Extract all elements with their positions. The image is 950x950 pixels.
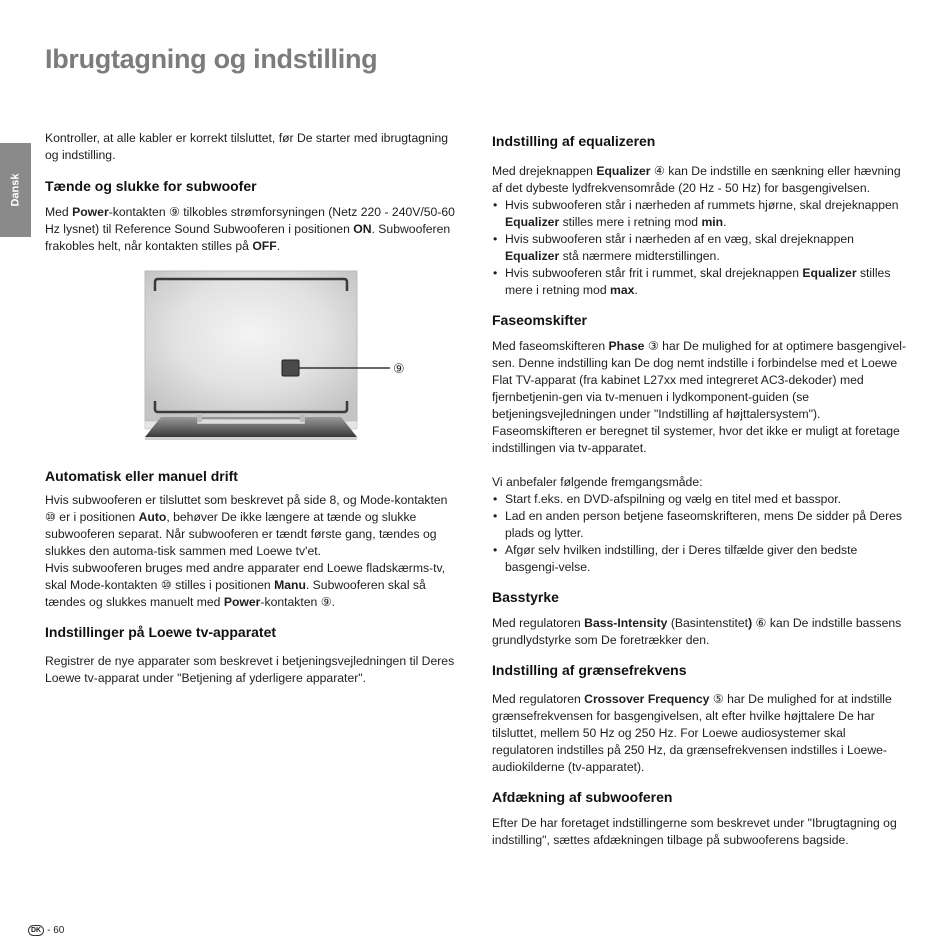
page-title: Ibrugtagning og indstilling: [45, 44, 378, 74]
power-switch-callout-label: ⑨: [393, 361, 405, 376]
list-item: • Hvis subwooferen står frit i rummet, skal drejeknappen Equalizer stilles mere i retning mod max.: [492, 265, 910, 299]
phase-paragraph: Med faseomskifteren Phase ③ har De mulighed for at optimere basgengivel-sen. Denne indstilling kan De dog nemt indstille i forbindelse med et Loewe Flat TV-apparat (fra kabinet L27xx med integreret AC3-dekoder) med fjernbetjenin-gen via tv-menuen i lydkomponent-guiden (se betjeningsvejledningen under "Indstilling af højttalersystem"). Faseomskifteren er beregnet til systemer, hvor det ikke er muligt at foretage indstillingen via tv-apparatet.: [492, 339, 907, 455]
list-item: • Hvis subwooferen står i nærheden af rummets hjørne, skal drejeknappen Equalizer stilles mere i retning mod min.: [492, 197, 910, 231]
left-column: [45, 130, 460, 687]
list-item: • Hvis subwooferen står i nærheden af en væg, skal drejeknappen Equalizer stå nærmere midterstillingen.: [492, 231, 910, 265]
list-item: • Lad en anden person betjene faseomskrifteren, mens De sidder på Deres plads og lytter.: [492, 508, 910, 542]
list-item: • Start f.eks. en DVD-afspilning og vælg en titel med et basspor.: [492, 491, 910, 508]
right-column: [492, 130, 910, 849]
language-tab: [0, 143, 31, 237]
auto-manual-paragraph-2: Hvis subwooferen bruges med andre apparater end Loewe fladskærms-tv, skal Mode-kontakten ⑩ stilles i positionen Manu. Subwooferen skal så tændes og slukkes manuelt med Power-kontakten ⑨.: [45, 561, 446, 609]
heading-cover: Afdækning af subwooferen: [492, 789, 673, 805]
heading-power: Tænde og slukke for subwoofer: [45, 178, 257, 194]
heading-equalizer: Indstilling af equalizeren: [492, 133, 656, 149]
phase-list: [492, 491, 910, 576]
heading-bass: Basstyrke: [492, 589, 559, 605]
subwoofer-figure: [45, 269, 460, 455]
equalizer-list: [492, 197, 910, 299]
page-number: - 60: [47, 925, 65, 936]
heading-auto-manual: Automatisk eller manuel drift: [45, 468, 238, 484]
heading-phase: Faseomskifter: [492, 312, 587, 328]
heading-tv-settings: Indstillinger på Loewe tv-apparatet: [45, 624, 277, 640]
page-footer: [28, 925, 64, 936]
cover-paragraph: Efter De har foretaget indstillingerne som beskrevet under "Ibrugtagning og indstilling", sættes afdækningen tilbage på subwooferens bagside.: [492, 816, 897, 847]
auto-manual-paragraph-1: Hvis subwooferen er tilsluttet som beskrevet på side 8, og Mode-kontakten ⑩ er i positionen Auto, behøver De ikke længere at tænde og slukke subwooferen separat. Når subwooferen er tændt første gang, tændes og slukkes den automa-tisk sammen med Loewe tv'et.: [45, 493, 448, 558]
phase-recommendation: Vi anbefaler følgende fremgangsmåde:: [492, 475, 703, 489]
country-badge: DK: [28, 925, 44, 936]
tv-settings-paragraph: Registrer de nye apparater som beskrevet i betjeningsvejledningen til Deres Loewe tv-apparat under "Betjening af yderligere apparater".: [45, 654, 455, 685]
power-paragraph: Med Power-kontakten ⑨ tilkobles strømforsyningen (Netz 220 - 240V/50-60 Hz lysnet) til Reference Sound Subwooferen i positionen ON. Subwooferen frakobles helt, når kontakten stilles på OFF.: [45, 205, 455, 253]
equalizer-paragraph: Med drejeknappen Equalizer ④ kan De indstille en sænkning eller hævning af det dybeste lydfrekvensområde (20 Hz - 50 Hz) for basgengivelsen.: [492, 164, 901, 195]
intro-paragraph: Kontroller, at alle kabler er korrekt tilsluttet, før De starter med ibrugtagning og indstilling.: [45, 131, 449, 162]
heading-crossover: Indstilling af grænsefrekvens: [492, 662, 687, 678]
list-item: • Afgør selv hvilken indstilling, der i Deres tilfælde giver den bedste basgengi-velse.: [492, 542, 910, 576]
crossover-paragraph: Med regulatoren Crossover Frequency ⑤ har De mulighed for at indstille grænsefrekvensen for basgengivelsen, alt efter hvilke højttalere De har tilsluttet, mellem 50 Hz og 250 Hz. For Loewe audiosystemer skal regulatoren indstilles på 250 Hz, da grænsefrekvensen indstilles i Loewe-audiokilderne (tv-apparatet).: [492, 692, 892, 774]
language-tab-label: Dansk: [9, 173, 22, 207]
bass-paragraph: Med regulatoren Bass-Intensity (Basintenstitet) ⑥ kan De indstille bassens grundlydstyrke som De foretrækker den.: [492, 616, 902, 647]
